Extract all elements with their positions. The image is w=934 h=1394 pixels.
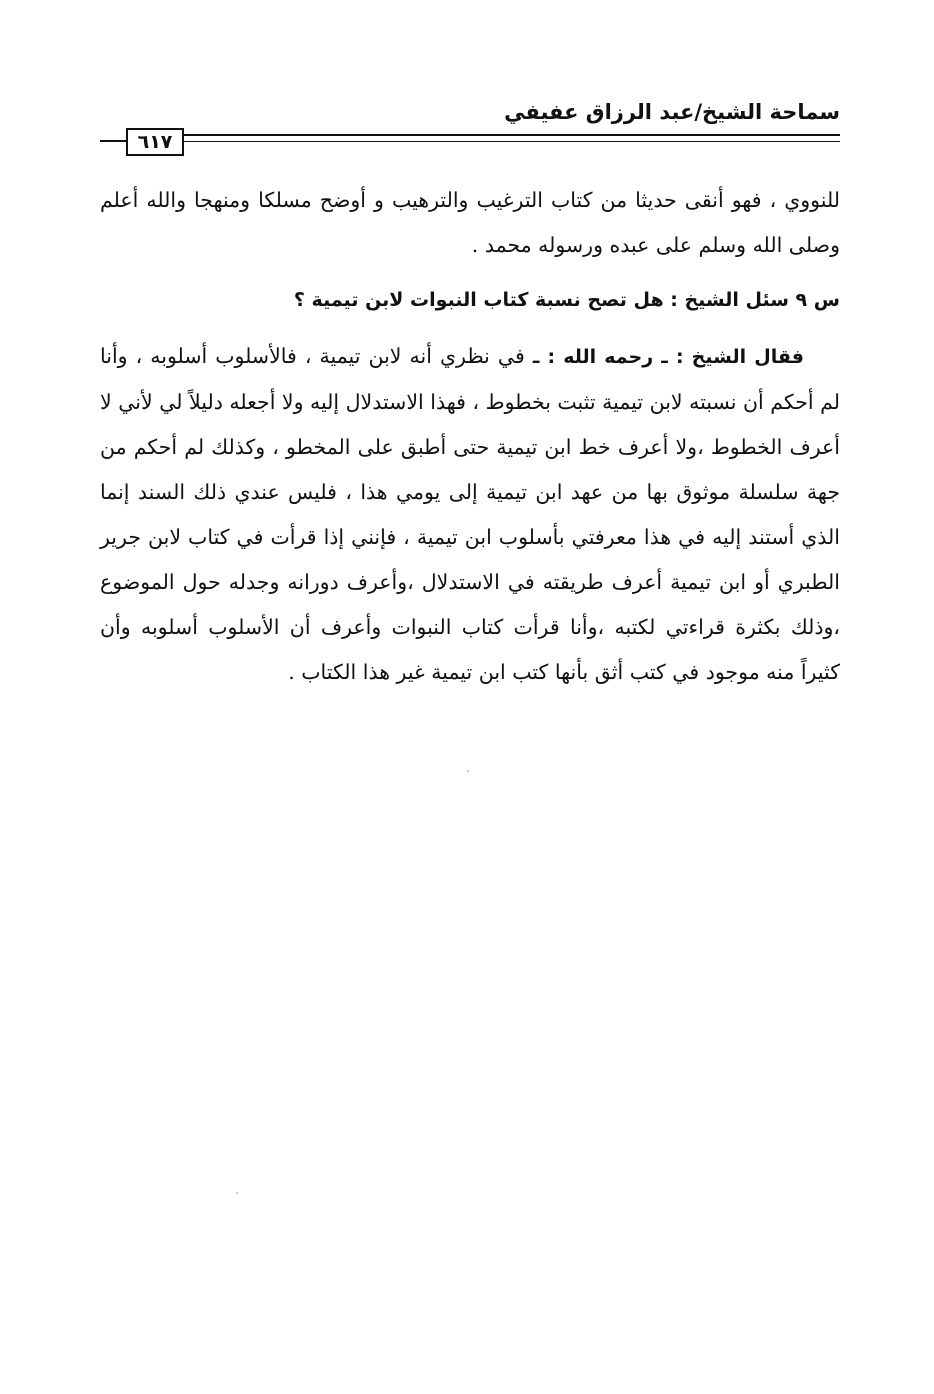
- page-number: ٦١٧: [126, 128, 184, 156]
- header-rule: [184, 134, 840, 142]
- scan-speck: [236, 1192, 238, 1194]
- header-title: سماحة الشيخ/عبد الرزاق عفيفي: [504, 100, 840, 124]
- answer-paragraph: [100, 334, 840, 695]
- header-rule-left: [100, 140, 126, 144]
- paragraph-intro: للنووي ، فهو أنقى حديثا من كتاب الترغيب والترهيب و أوضح مسلكا ومنهجا والله أعلم وصلى الله وسلم على عبده ورسوله محمد .: [100, 188, 840, 257]
- answer-lead: فقال الشيخ : ـ رحمه الله : ـ: [532, 346, 804, 368]
- question-heading: س ٩ سئل الشيخ : هل تصح نسبة كتاب النبوات لابن تيمية ؟: [293, 289, 840, 311]
- scan-speck: [467, 770, 469, 772]
- page-body: [100, 178, 840, 695]
- page-header: [100, 88, 840, 158]
- answer-text: في نظري أنه لابن تيمية ، فالأسلوب أسلوبه ، وأنا لم أحكم أن نسبته لابن تيمية تثبت بخطوط ، فهذا الاستدلال إليه ولا أجعله دليلاً لي لأني لا أعرف الخطوط ،ولا أعرف خط ابن تيمية حتى أطبق على المخطو ، وكذلك لم أحكم من جهة سلسلة موثوق بها من عهد ابن تيمية إلى يومي هذا ، فليس عندي ذلك السند إنما الذي أستند إليه في هذا معرفتي بأسلوب ابن تيمية ، فإنني إذا قرأت في كتاب لابن جرير الطبري أو ابن تيمية أعرف طريقته في الاستدلال ،وأعرف دورانه وجدله حول الموضوع ،وذلك بكثرة قراءتي لكتبه ،وأنا قرأت كتاب النبوات وأعرف أن الأسلوب أسلوبه وأن كثيراً منه موجود في كتب أثق بأنها كتب ابن تيمية غير هذا الكتاب .: [99, 344, 840, 684]
